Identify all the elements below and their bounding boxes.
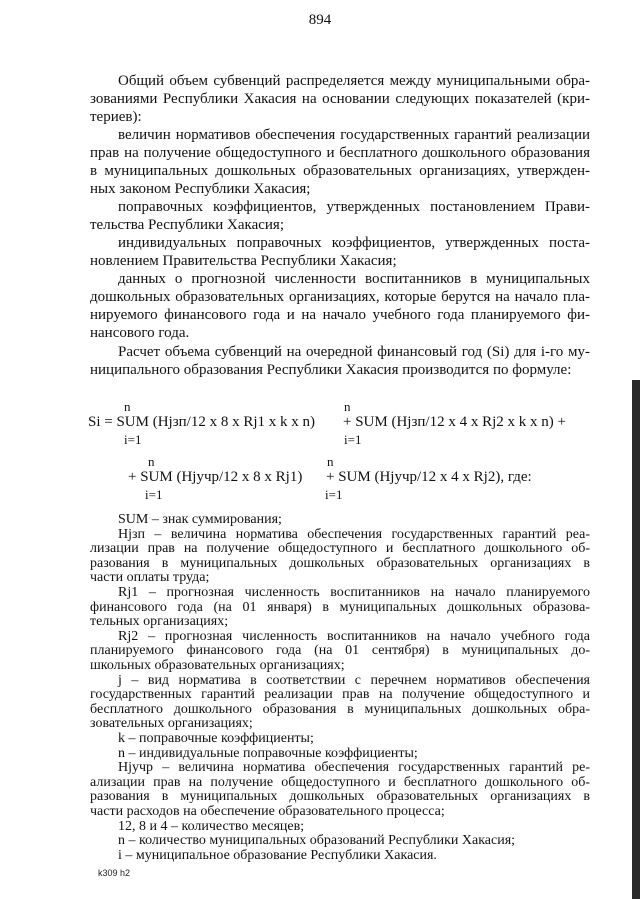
formula-lower-limit: i=1	[145, 487, 163, 502]
definition-line: Rj2 – прогнозная численность воспитанников на начало учебного года	[118, 628, 590, 644]
calc-intro-line: ниципального образования Республики Хакасия производится по формуле:	[90, 362, 572, 378]
formula-lower-limit: i=1	[344, 432, 362, 447]
definition-line: SUM – знак суммирования;	[118, 512, 282, 527]
definition-line: Rj1 – прогнозная численность воспитанников на начало планируемого	[118, 585, 590, 600]
definition-line: бесплатного дошкольного образования в муниципальных дошкольных обра-	[90, 701, 590, 717]
intro-line: териев):	[90, 109, 142, 125]
definition-line: n – индивидуальные поправочные коэффициенты;	[118, 745, 418, 761]
criteria-line: нируемого финансового года и на начало учебного года планируемого фи-	[90, 307, 590, 323]
definition-line: разования в муниципальных дошкольных образовательных организациях в	[90, 555, 590, 571]
definition-line: школьных образовательных организациях;	[90, 658, 345, 673]
definition-line: разования в муниципальных дошкольных образовательных организациях в	[90, 789, 590, 805]
definition-line: финансового года (на 01 января) в муниципальных дошкольных образова-	[90, 599, 590, 615]
formula-lower-limit: i=1	[124, 432, 142, 447]
definition-line: зовательных организациях;	[90, 716, 253, 732]
criteria-line: тельства Республики Хакасия;	[90, 217, 285, 233]
definition-line: Hjзп – величина норматива обеспечения государственных гарантий реа-	[118, 526, 590, 542]
definition-line: Hjучр – величина норматива обеспечения государственных гарантий ре-	[118, 760, 590, 776]
definition-line: части оплаты труда;	[90, 570, 210, 586]
definition-line: j – вид норматива в соответствии с перечнем нормативов обеспечения	[118, 672, 590, 688]
scan-edge	[632, 380, 640, 899]
definition-line: k – поправочные коэффициенты;	[118, 731, 314, 746]
formula-line-1a: Si = SUM (Hjзп/12 x 8 x Rj1 x k x n)	[88, 414, 316, 430]
page-number: 894	[308, 12, 332, 28]
criteria-line: данных о прогнозной численности воспитанников в муниципальных	[118, 271, 590, 287]
criteria-line: ных законом Республики Хакасия;	[90, 181, 311, 197]
intro-line: зованиями Республики Хакасия на основании следующих показателей (кри-	[90, 91, 590, 107]
criteria-line: поправочных коэффициентов, утвержденных постановлением Прави-	[118, 199, 590, 215]
definition-line: планируемого финансового года (на 01 сентября) в муниципальных до-	[90, 643, 590, 659]
definition-line: части расходов на обеспечение образовательного процесса;	[90, 804, 445, 819]
calc-intro-line: Расчет объема субвенций на очередной финансовый год (Si) для i-го му-	[118, 344, 590, 360]
formula-upper-limit: n	[124, 399, 131, 414]
criteria-line: прав на получение общедоступного и бесплатного дошкольного образования	[90, 145, 590, 161]
definition-line: ализации прав на получение общедоступного и бесплатного дошкольного об-	[90, 774, 590, 790]
criteria-line: в муниципальных дошкольных образовательных организациях, утвержден-	[90, 163, 590, 179]
formula-line-1b: + SUM (Hjзп/12 x 4 x Rj2 x k x n) +	[343, 414, 566, 430]
criteria-line: индивидуальных поправочных коэффициентов, утвержденных поста-	[118, 235, 590, 251]
formula-upper-limit: n	[148, 454, 155, 469]
formula-lower-limit: i=1	[325, 487, 343, 502]
criteria-line: нансового года.	[90, 325, 190, 341]
definition-line: государственных гарантий реализации прав на получение общедоступного и	[90, 687, 590, 703]
definition-line: i – муниципальное образование Республики Хакасия.	[118, 847, 437, 863]
definition-line: лизации прав на получение общедоступного и бесплатного дошкольного об-	[90, 541, 590, 557]
definition-line: тельных организациях;	[90, 614, 229, 630]
formula-line-2b: + SUM (Hjучр/12 x 4 x Rj2), где:	[326, 469, 532, 485]
footer-code: k309 h2	[98, 868, 131, 878]
criteria-line: величин нормативов обеспечения государственных гарантий реализации	[118, 127, 590, 143]
definition-line: n – количество муниципальных образований Республики Хакасия;	[118, 833, 516, 849]
formula-line-2a: + SUM (Hjучр/12 x 8 x Rj1)	[128, 469, 303, 485]
definition-line: 12, 8 и 4 – количество месяцев;	[118, 818, 305, 834]
formula-upper-limit: n	[327, 454, 334, 469]
criteria-line: дошкольных образовательных организациях, которые берутся на начало пла-	[90, 289, 590, 305]
criteria-line: новлением Правительства Республики Хакасия;	[90, 253, 397, 269]
intro-line: Общий объем субвенций распределяется между муниципальными обра-	[118, 73, 590, 89]
formula-upper-limit: n	[344, 399, 351, 414]
